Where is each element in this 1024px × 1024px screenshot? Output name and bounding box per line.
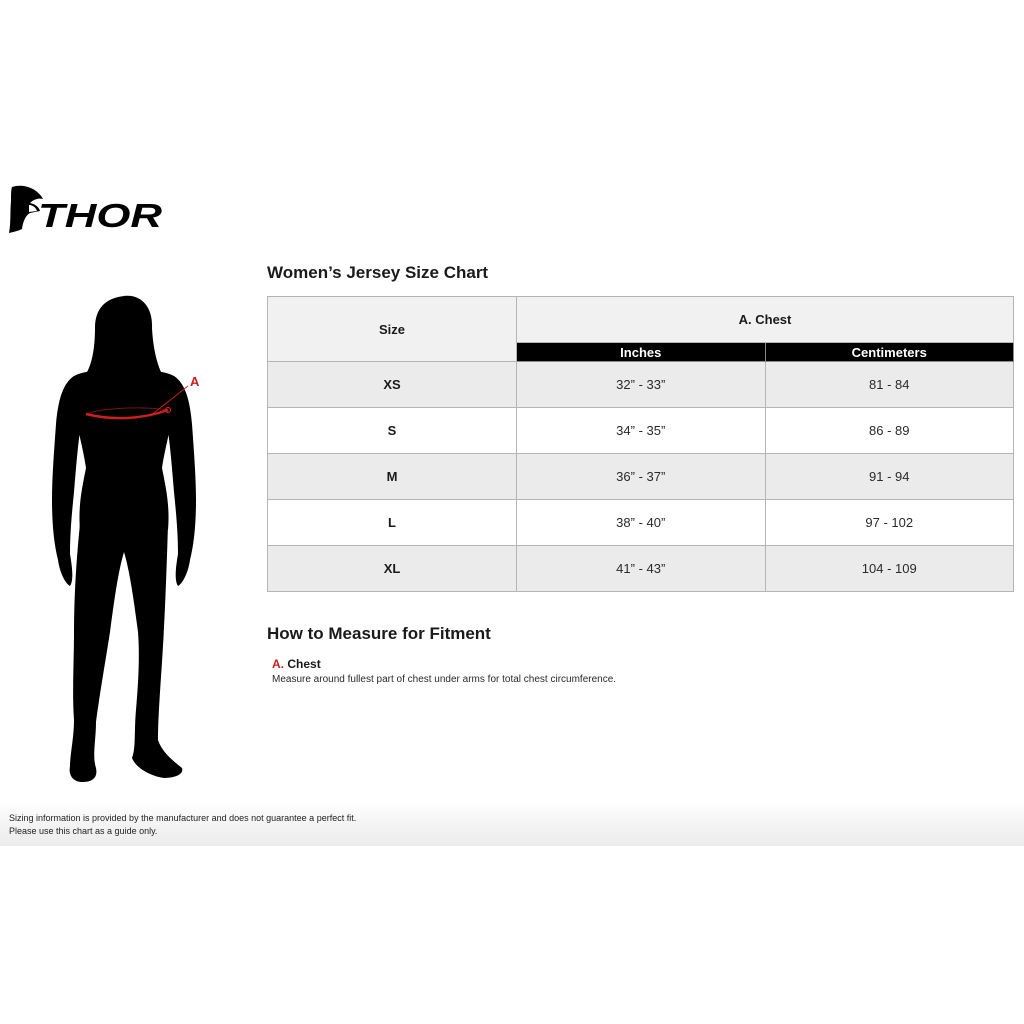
cm-cell: 97 - 102: [765, 500, 1014, 546]
size-cell: XS: [268, 362, 517, 408]
table-row: [268, 500, 1014, 546]
size-cell: XL: [268, 546, 517, 592]
cm-cell: 91 - 94: [765, 454, 1014, 500]
inches-cell: 41” - 43”: [517, 546, 766, 592]
measure-label: [272, 657, 972, 672]
inches-cell: 36” - 37”: [517, 454, 766, 500]
disclaimer: [9, 812, 356, 838]
measure-letter: A.: [272, 657, 284, 671]
size-cell: S: [268, 408, 517, 454]
size-cell: L: [268, 500, 517, 546]
header-size: Size: [268, 297, 517, 362]
cm-cell: 81 - 84: [765, 362, 1014, 408]
marker-label-a: A: [190, 374, 200, 389]
cm-cell: 104 - 109: [765, 546, 1014, 592]
table-row: [268, 362, 1014, 408]
size-table: [267, 296, 1014, 592]
header-chest: A. Chest: [517, 297, 1014, 343]
cm-cell: 86 - 89: [765, 408, 1014, 454]
chart-title: Women’s Jersey Size Chart: [267, 263, 489, 282]
table-row: [268, 454, 1014, 500]
table-row: [268, 546, 1014, 592]
inches-cell: 38” - 40”: [517, 500, 766, 546]
measure-item-chest: [272, 657, 972, 687]
size-cell: M: [268, 454, 517, 500]
table-row: [268, 408, 1014, 454]
disclaimer-line-2: Please use this chart as a guide only.: [9, 826, 158, 836]
measure-label-text: Chest: [287, 657, 321, 671]
header-centimeters: Centimeters: [765, 343, 1014, 362]
measure-heading: How to Measure for Fitment: [267, 624, 491, 643]
disclaimer-line-1: Sizing information is provided by the manufacturer and does not guarantee a perfect fit.: [9, 813, 357, 823]
woman-silhouette: [40, 292, 210, 787]
inches-cell: 34” - 35”: [517, 408, 766, 454]
inches-cell: 32” - 33”: [517, 362, 766, 408]
brand-wordmark: THOR: [38, 197, 163, 234]
thor-logo: [8, 183, 168, 235]
header-inches: Inches: [517, 343, 766, 362]
measure-description: Measure around fullest part of chest under arms for total chest circumference.: [272, 674, 617, 685]
